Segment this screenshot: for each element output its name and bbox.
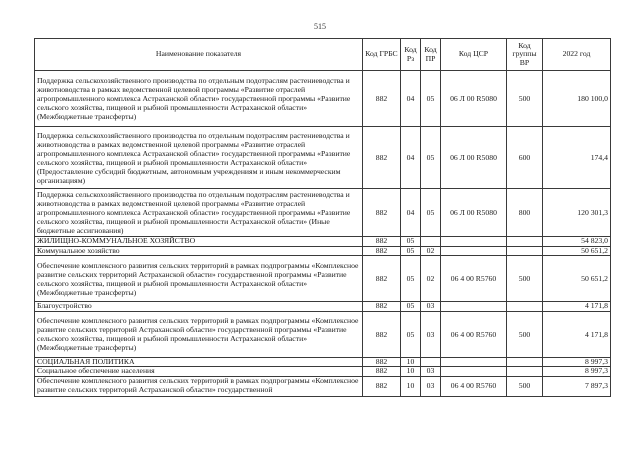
row-vr: 800 [507, 189, 543, 237]
row-name: Благоустройство [35, 302, 363, 312]
row-vr: 500 [507, 256, 543, 302]
row-csr: 06 Л 00 R5080 [441, 189, 507, 237]
table-row [35, 311, 611, 357]
row-amount: 8 997,3 [543, 367, 611, 377]
row-csr [441, 367, 507, 377]
table-row [35, 246, 611, 256]
row-csr [441, 302, 507, 312]
row-rz: 04 [401, 127, 421, 189]
row-grbs: 882 [363, 311, 401, 357]
row-pr: 05 [421, 127, 441, 189]
row-pr: 03 [421, 367, 441, 377]
row-amount: 4 171,8 [543, 311, 611, 357]
row-rz: 04 [401, 71, 421, 127]
row-csr: 06 4 00 R5760 [441, 376, 507, 396]
table-row [35, 127, 611, 189]
row-grbs: 882 [363, 71, 401, 127]
row-grbs: 882 [363, 237, 401, 247]
row-name: Обеспечение комплексного развития сельских территорий в рамках подпрограммы «Комплексное развитие сельских территорий Астраханской области» государственной программы «Развитие сельского хозяйства, пищевой и рыбной промышленности Астраханской области» (Межбюджетные трансферты) [35, 256, 363, 302]
row-vr: 500 [507, 376, 543, 396]
row-pr: 03 [421, 302, 441, 312]
row-grbs: 882 [363, 256, 401, 302]
row-csr: 06 4 00 R5760 [441, 256, 507, 302]
row-pr: 05 [421, 71, 441, 127]
header-year: 2022 год [543, 39, 611, 71]
row-name: Коммунальное хозяйство [35, 246, 363, 256]
row-csr: 06 Л 00 R5080 [441, 127, 507, 189]
row-rz: 04 [401, 189, 421, 237]
row-name: ЖИЛИЩНО-КОММУНАЛЬНОЕ ХОЗЯЙСТВО [35, 237, 363, 247]
row-amount: 174,4 [543, 127, 611, 189]
row-grbs: 882 [363, 127, 401, 189]
row-csr: 06 4 00 R5760 [441, 311, 507, 357]
row-vr [507, 367, 543, 377]
row-rz: 05 [401, 311, 421, 357]
row-amount: 120 301,3 [543, 189, 611, 237]
row-vr [507, 237, 543, 247]
row-rz: 10 [401, 376, 421, 396]
row-vr [507, 246, 543, 256]
table-row [35, 189, 611, 237]
row-vr [507, 357, 543, 367]
row-grbs: 882 [363, 189, 401, 237]
row-vr [507, 302, 543, 312]
header-name: Наименование показателя [35, 39, 363, 71]
row-pr: 02 [421, 256, 441, 302]
table-row [35, 237, 611, 247]
row-name: СОЦИАЛЬНАЯ ПОЛИТИКА [35, 357, 363, 367]
table-row [35, 302, 611, 312]
row-csr [441, 246, 507, 256]
row-pr: 03 [421, 311, 441, 357]
row-rz: 10 [401, 357, 421, 367]
row-rz: 10 [401, 367, 421, 377]
header-grbs: Код ГРБС [363, 39, 401, 71]
row-name: Обеспечение комплексного развития сельских территорий в рамках подпрограммы «Комплексное развитие сельских территорий Астраханской области» государственной [35, 376, 363, 396]
row-amount: 7 897,3 [543, 376, 611, 396]
row-name: Поддержка сельскохозяйственного производства по отдельным подотраслям растениеводства и животноводства в рамках ведомственной целевой программы «Развитие отраслей агропромышленного комплекса Астраханской области» государственной программы «Развитие сельского хозяйства, пищевой и рыбной промышленности Астраханской области» (Предоставление субсидий бюджетным, автономным учреждениям и иным некоммерческим организациям) [35, 127, 363, 189]
row-amount: 8 997,3 [543, 357, 611, 367]
row-name: Поддержка сельскохозяйственного производства по отдельным подотраслям растениеводства и животноводства в рамках ведомственной целевой программы «Развитие отраслей агропромышленного комплекса Астраханской области» государственной программы «Развитие сельского хозяйства, пищевой и рыбной промышленности Астраханской области» (Иные бюджетные ассигнования) [35, 189, 363, 237]
row-csr: 06 Л 00 R5080 [441, 71, 507, 127]
header-csr: Код ЦСР [441, 39, 507, 71]
row-amount: 50 651,2 [543, 256, 611, 302]
budget-table [34, 38, 611, 397]
page-number: 515 [314, 22, 326, 31]
row-pr [421, 237, 441, 247]
row-amount: 180 100,0 [543, 71, 611, 127]
row-name: Социальное обеспечение населения [35, 367, 363, 377]
header-pr: Код ПР [421, 39, 441, 71]
row-rz: 05 [401, 246, 421, 256]
header-rz: Код Рз [401, 39, 421, 71]
row-rz: 05 [401, 302, 421, 312]
row-grbs: 882 [363, 302, 401, 312]
table-header-row [35, 39, 611, 71]
row-vr: 500 [507, 71, 543, 127]
row-csr [441, 237, 507, 247]
row-amount: 50 651,2 [543, 246, 611, 256]
row-grbs: 882 [363, 367, 401, 377]
row-vr: 500 [507, 311, 543, 357]
row-grbs: 882 [363, 246, 401, 256]
header-vr: Код группы ВР [507, 39, 543, 71]
row-pr: 03 [421, 376, 441, 396]
table-row [35, 71, 611, 127]
row-name: Поддержка сельскохозяйственного производства по отдельным подотраслям растениеводства и животноводства в рамках ведомственной целевой программы «Развитие отраслей агропромышленного комплекса Астраханской области» государственной программы «Развитие сельского хозяйства, пищевой и рыбной промышленности Астраханской области» (Межбюджетные трансферты) [35, 71, 363, 127]
row-amount: 4 171,8 [543, 302, 611, 312]
row-pr: 02 [421, 246, 441, 256]
row-amount: 54 823,0 [543, 237, 611, 247]
row-vr: 600 [507, 127, 543, 189]
row-rz: 05 [401, 237, 421, 247]
row-rz: 05 [401, 256, 421, 302]
table-row [35, 367, 611, 377]
table-row [35, 256, 611, 302]
row-csr [441, 357, 507, 367]
table-row [35, 376, 611, 396]
row-name: Обеспечение комплексного развития сельских территорий в рамках подпрограммы «Комплексное развитие сельских территорий Астраханской области» государственной программы «Развитие сельского хозяйства, пищевой и рыбной промышленности Астраханской области» (Межбюджетные трансферты) [35, 311, 363, 357]
row-pr: 05 [421, 189, 441, 237]
row-grbs: 882 [363, 357, 401, 367]
row-grbs: 882 [363, 376, 401, 396]
